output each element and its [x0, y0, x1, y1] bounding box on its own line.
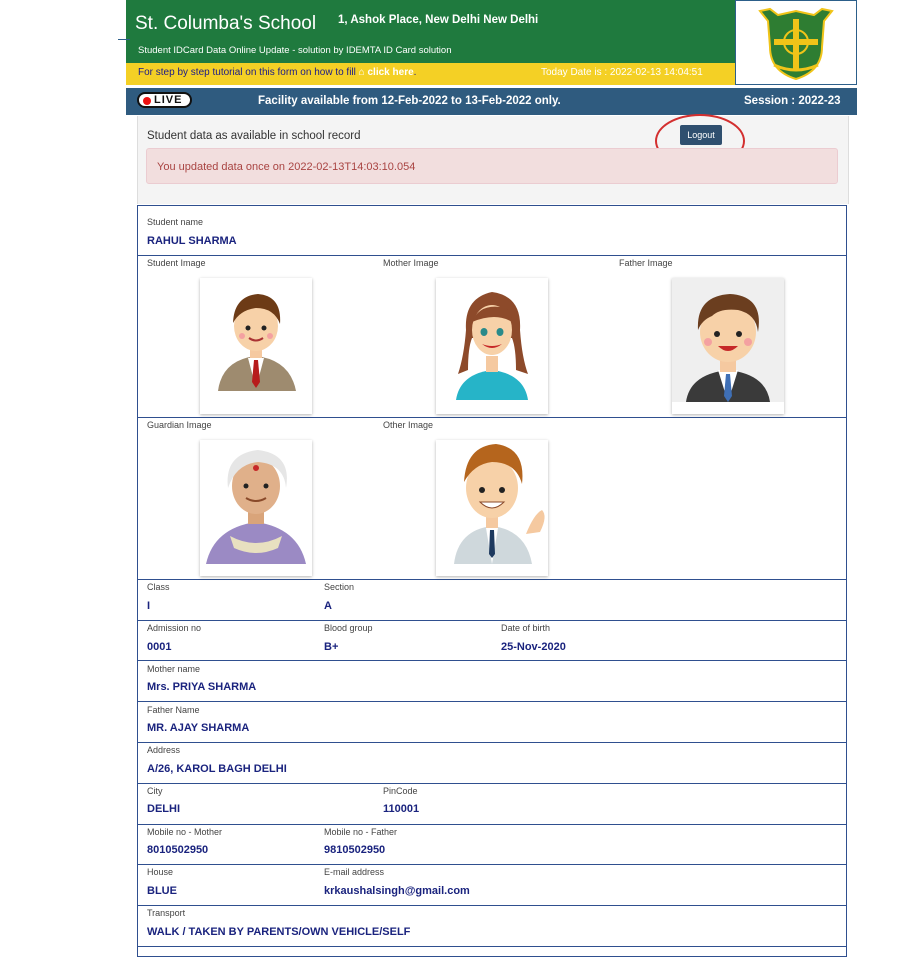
- field-label: City: [147, 786, 163, 796]
- live-label: LIVE: [154, 94, 183, 106]
- mobile-father-value: 9810502950: [324, 844, 386, 856]
- field-label: PinCode: [383, 786, 418, 796]
- guardian-photo[interactable]: [200, 440, 312, 576]
- field-label: Transport: [147, 908, 186, 918]
- field-label: Mobile no - Father: [324, 827, 398, 837]
- mother-name-value: Mrs. PRIYA SHARMA: [147, 681, 257, 693]
- field-label: Address: [147, 745, 181, 755]
- student-name: RAHUL SHARMA: [147, 235, 237, 247]
- divider: [137, 905, 847, 906]
- divider: [137, 255, 847, 256]
- school-name: St. Columba's School: [135, 13, 317, 34]
- class-value: I: [147, 600, 151, 612]
- divider: [137, 417, 847, 418]
- admission-value: 0001: [147, 641, 172, 653]
- home-icon: ⌂: [358, 67, 365, 78]
- logout-button[interactable]: Logout: [680, 125, 722, 145]
- school-address: 1, Ashok Place, New Delhi New Delhi: [338, 14, 539, 26]
- field-label: Section: [324, 582, 355, 592]
- session-text: Session : 2022-23: [744, 95, 841, 107]
- divider: [137, 946, 847, 947]
- transport-value: WALK / TAKEN BY PARENTS/OWN VEHICLE/SELF: [147, 926, 411, 938]
- mother-photo[interactable]: [436, 278, 548, 414]
- tutorial-prefix: For step by step tutorial on this form on how to fill: [138, 67, 356, 78]
- father-photo[interactable]: [672, 278, 784, 414]
- field-label: Other Image: [383, 420, 434, 430]
- field-label: Father Name: [147, 705, 200, 715]
- field-label: Date of birth: [501, 623, 551, 633]
- divider: [137, 579, 847, 580]
- house-value: BLUE: [147, 885, 177, 897]
- father-name-value: MR. AJAY SHARMA: [147, 722, 250, 734]
- field-label: Student name: [147, 217, 204, 227]
- section-value: A: [324, 600, 332, 612]
- field-label: Blood group: [324, 623, 373, 633]
- today-date: Today Date is : 2022-02-13 14:04:51: [541, 67, 703, 78]
- tutorial-link-label[interactable]: click here: [367, 67, 414, 78]
- field-label: Guardian Image: [147, 420, 212, 430]
- divider: [137, 742, 847, 743]
- field-label: Mobile no - Mother: [147, 827, 223, 837]
- divider: [137, 864, 847, 865]
- mobile-mother-value: 8010502950: [147, 844, 209, 856]
- facility-text: Facility available from 12-Feb-2022 to 13-Feb-2022 only.: [258, 95, 561, 107]
- live-badge: [137, 92, 192, 108]
- school-logo: [735, 0, 857, 85]
- tutorial-text: [138, 67, 416, 78]
- tutorial-suffix: .: [413, 67, 417, 78]
- field-label: Class: [147, 582, 170, 592]
- divider: [137, 660, 847, 661]
- divider: [137, 824, 847, 825]
- live-dot-icon: [143, 97, 151, 105]
- field-label: House: [147, 867, 174, 877]
- tutorial-link[interactable]: [359, 67, 414, 78]
- other-photo[interactable]: [436, 440, 548, 576]
- email-value: krkaushalsingh@gmail.com: [324, 885, 470, 897]
- pincode-value: 110001: [383, 803, 420, 815]
- address-value: A/26, KAROL BAGH DELHI: [147, 763, 287, 775]
- field-label: Father Image: [619, 258, 673, 268]
- field-label: Mother Image: [383, 258, 439, 268]
- subtitle: Student IDCard Data Online Update - solution by IDEMTA ID Card solution: [138, 45, 452, 56]
- divider: [137, 620, 847, 621]
- alert-text: You updated data once on 2022-02-13T14:03:10.054: [157, 161, 416, 173]
- panel-label: Student data as available in school record: [147, 130, 361, 142]
- field-label: Mother name: [147, 664, 201, 674]
- field-label: E-mail address: [324, 867, 385, 877]
- field-label: Admission no: [147, 623, 202, 633]
- divider: [137, 783, 847, 784]
- blood-group-value: B+: [324, 641, 339, 653]
- city-value: DELHI: [147, 803, 180, 815]
- student-photo[interactable]: [200, 278, 312, 414]
- field-label: Student Image: [147, 258, 206, 268]
- divider: [137, 701, 847, 702]
- dob-value: 25-Nov-2020: [501, 641, 566, 653]
